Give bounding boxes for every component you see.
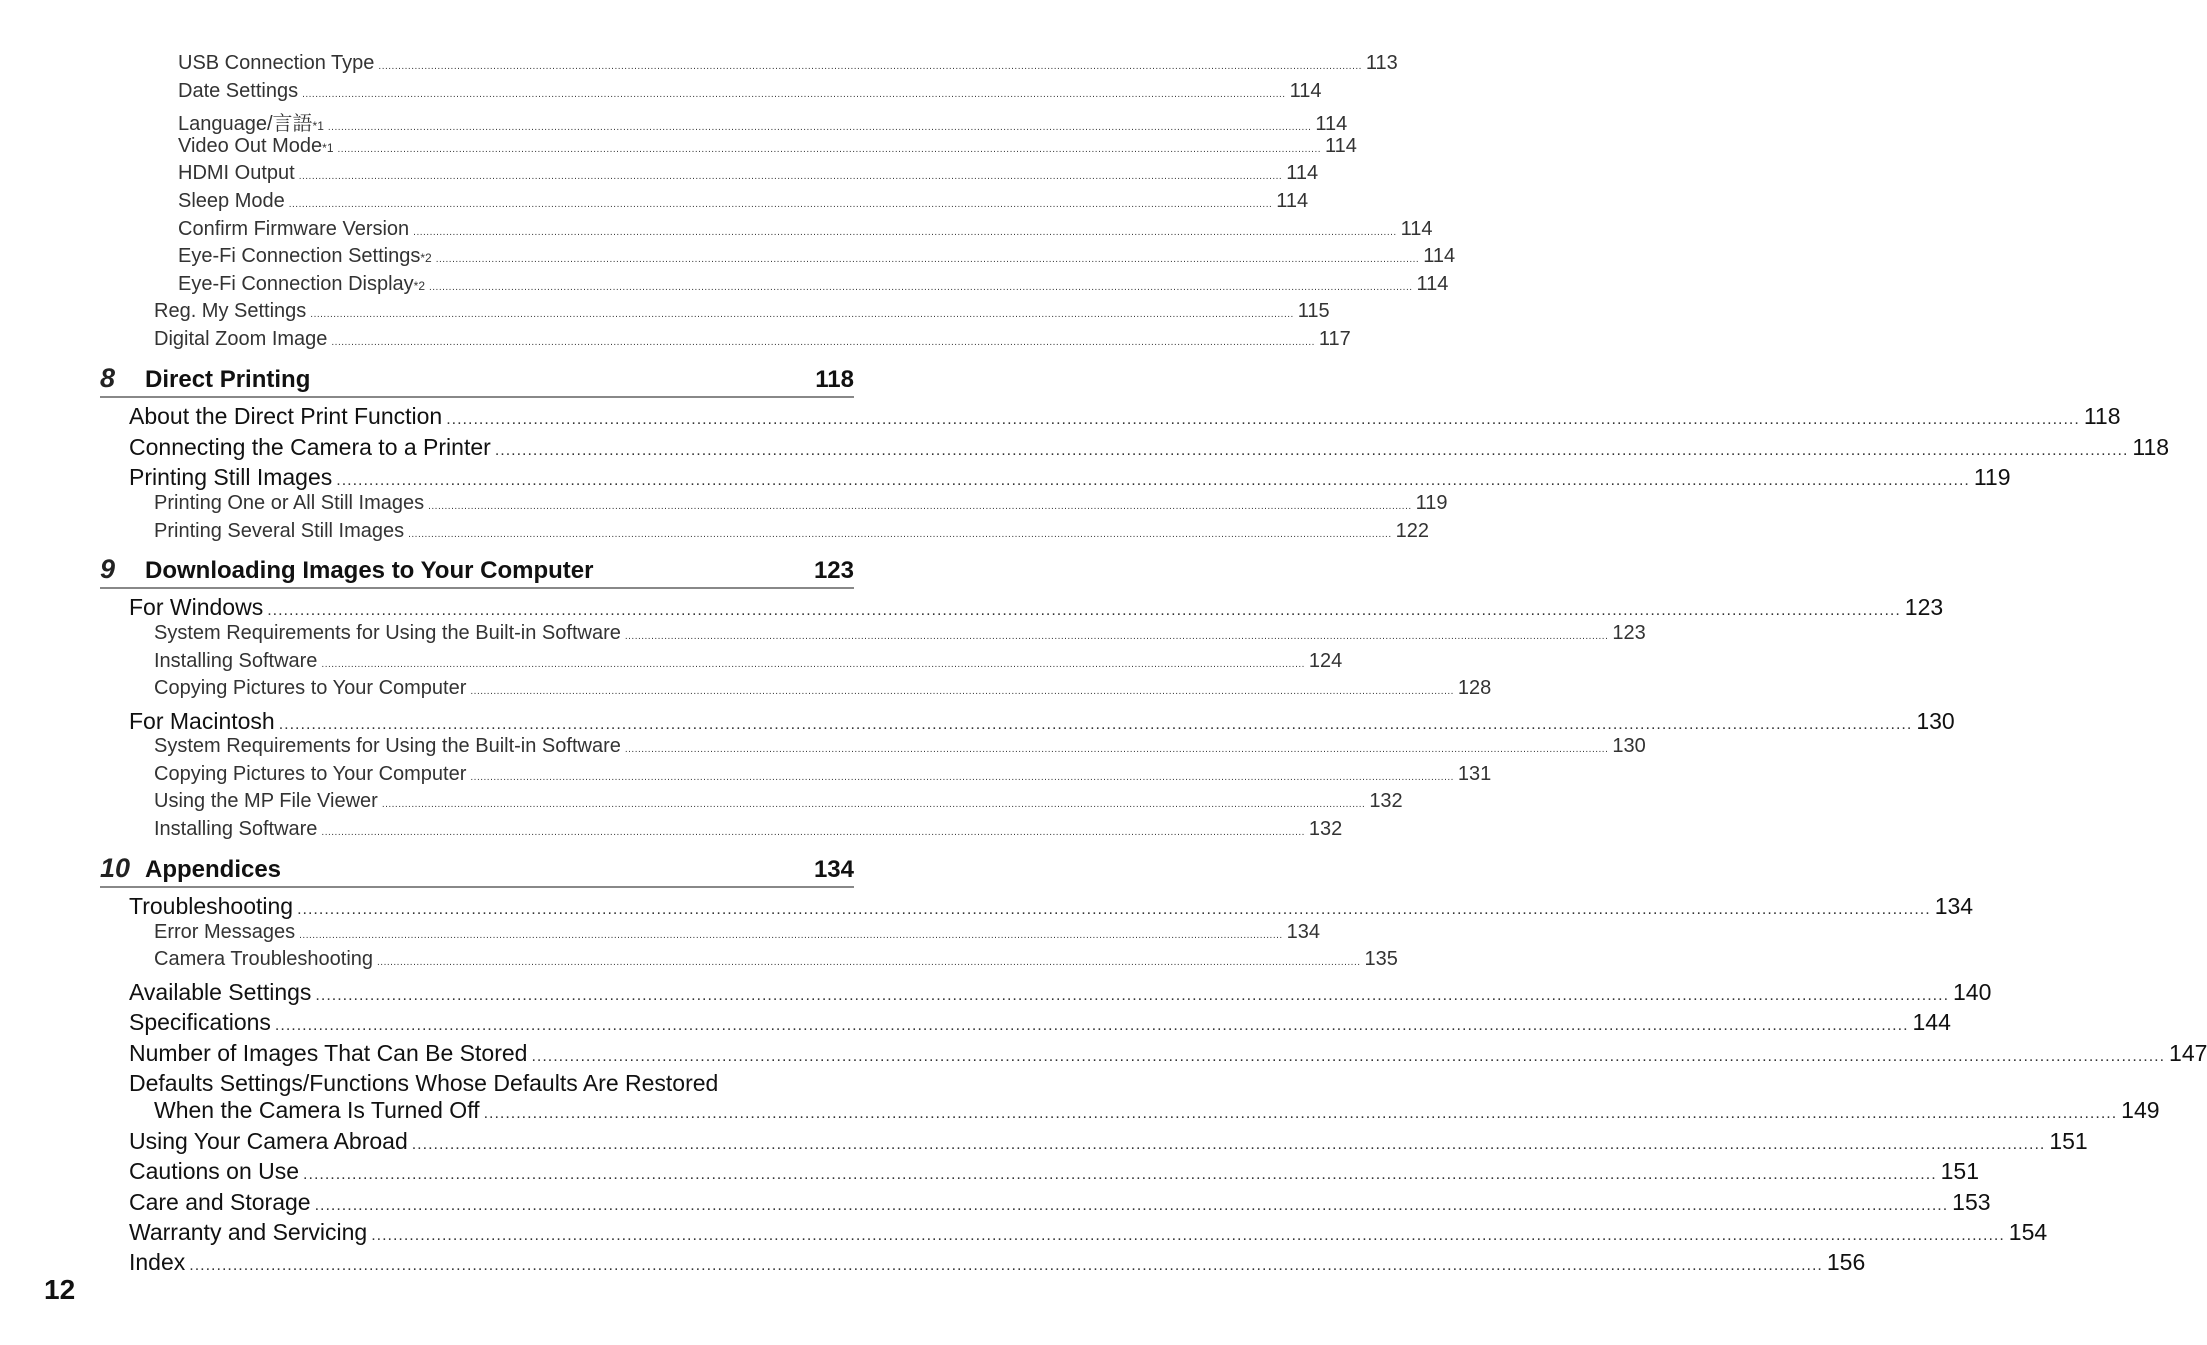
toc-entry[interactable] [154,650,1343,673]
dot-leader: ............................................................................................................................................................................................................................................................................................................ [303,1166,1937,1183]
dot-leader: ............................................................................................................................................................................................................................................................................................................ [302,89,1286,100]
entry-page: 122 [1395,520,1429,542]
chapter-title: Downloading Images to Your Computer [145,557,594,584]
toc-entry[interactable] [129,434,2170,461]
entry-page: 115 [1297,300,1330,322]
toc-entry[interactable] [129,1219,2048,1246]
toc-entry[interactable] [129,1249,1866,1276]
toc-entry[interactable] [129,464,2011,491]
entry-page: 132 [1308,818,1343,840]
entry-label: Number of Images That Can Be Stored [129,1040,528,1066]
entry-label: Camera Troubleshooting [154,948,374,970]
toc-entry[interactable] [154,763,1492,786]
entry-label: Confirm Firmware Version [178,218,410,240]
chapter-number: 8 [100,363,116,393]
dot-leader: ............................................................................................................................................................................................................................................................................................................ [321,659,1305,670]
chapter-number: 10 [100,853,131,883]
dot-leader: ............................................................................................................................................................................................................................................................................................................ [377,957,1361,968]
entry-label: Warranty and Servicing [129,1219,368,1245]
entry-label: Index [129,1249,186,1275]
entry-label: Video Out Mode [178,135,323,157]
entry-page: 130 [1916,708,1955,734]
entry-page: 119 [1973,464,2011,490]
toc-entry[interactable] [129,893,1974,920]
entry-page: 114 [1400,218,1433,240]
entry-page: 131 [1457,763,1492,785]
toc-entry[interactable] [154,622,1646,645]
entry-label: HDMI Output [178,162,295,184]
toc-entry[interactable] [129,1040,2207,1067]
dot-leader: ............................................................................................................................................................................................................................................................................................................ [297,901,1931,918]
entry-label: Language/言語 [178,113,313,135]
toc-entry[interactable] [154,818,1343,841]
entry-page: 114 [1423,245,1456,267]
toc-entry[interactable] [129,1009,1951,1036]
toc-entry[interactable]: Language/言語 *1 ............................................................................................................................................................................................................................................................................................................ 114 [178,107,854,136]
entry-label: Digital Zoom Image [154,328,328,350]
entry-label: Reg. My Settings [154,300,307,322]
chapter-page: 118 [815,366,854,393]
chapter-number: 9 [100,554,116,584]
entry-page: 117 [1318,328,1351,350]
entry-label: System Requirements for Using the Built-in Software [154,622,621,644]
entry-label: Troubleshooting [129,893,294,919]
chapter-page: 134 [813,856,854,883]
entry-label: Installing Software [154,650,318,672]
entry-page: 153 [1952,1189,1991,1215]
entry-label: System Requirements for Using the Built-in Software [154,735,621,757]
chapter-heading[interactable] [100,554,854,589]
entry-label: Printing Still Images [129,464,333,490]
entry-label: USB Connection Type [178,52,375,74]
toc-entry[interactable]: Video Out Mode *1 ............................................................................................................................................................................................................................................................................................................ 114 [178,135,1357,157]
toc-entry[interactable] [178,52,1398,75]
toc-entry[interactable] [129,403,2121,430]
toc-entry[interactable] [178,190,1309,213]
dot-leader: ............................................................................................................................................................................................................................................................................................................ [337,144,1322,155]
entry-label: Eye-Fi Connection Settings [178,245,421,267]
entry-page: 140 [1953,979,1992,1005]
chapter-heading[interactable] [100,363,854,398]
dot-leader: ............................................................................................................................................................................................................................................................................................................ [288,199,1273,210]
entry-page: 113 [1365,52,1398,74]
dot-leader: ............................................................................................................................................................................................................................................................................................................ [327,122,1312,133]
dot-leader: ............................................................................................................................................................................................................................................................................................................ [371,1227,2005,1244]
dot-leader: ............................................................................................................................................................................................................................................................................................................ [470,686,1454,697]
entry-label: Copying Pictures to Your Computer [154,677,467,699]
dot-leader: ............................................................................................................................................................................................................................................................................................................ [331,337,1315,348]
toc-entry[interactable] [178,80,1322,103]
entry-label: Sleep Mode [178,190,285,212]
entry-page: 135 [1364,948,1398,970]
dot-leader: ............................................................................................................................................................................................................................................................................................................ [624,631,1609,642]
entry-label: Connecting the Camera to a Printer [129,434,491,460]
entry-page: 128 [1457,677,1492,699]
dot-leader: ............................................................................................................................................................................................................................................................................................................ [310,309,1294,320]
entry-label: About the Direct Print Function [129,403,443,429]
dot-leader: ............................................................................................................................................................................................................................................................................................................ [267,602,1901,619]
entry-page: 147 [2169,1040,2207,1066]
toc-entry[interactable] [129,1189,1991,1216]
dot-leader: ............................................................................................................................................................................................................................................................................................................ [298,171,1283,182]
entry-page: 132 [1369,790,1403,812]
dot-leader: ............................................................................................................................................................................................................................................................................................................ [411,1136,2046,1153]
dot-leader: ............................................................................................................................................................................................................................................................................................................ [274,1017,1909,1034]
chapter-title: Appendices [145,856,282,883]
toc-entry[interactable] [154,790,1403,813]
toc-entry[interactable]: Eye-Fi Connection Display *2 ............................................................................................................................................................................................................................................................................................................ 114 [178,273,1449,295]
entry-label: Printing One or All Still Images [154,492,425,514]
dot-leader: ............................................................................................................................................................................................................................................................................................................ [189,1257,1823,1274]
dot-leader: ............................................................................................................................................................................................................................................................................................................ [483,1105,2118,1122]
toc-entry[interactable] [129,1128,2088,1155]
dot-leader: ............................................................................................................................................................................................................................................................................................................ [321,827,1305,838]
entry-label: Error Messages [154,921,296,943]
dot-leader: ............................................................................................................................................................................................................................................................................................................ [315,987,1950,1004]
entry-label: Cautions on Use [129,1158,300,1184]
toc-entry[interactable] [154,1097,2160,1124]
toc-entry[interactable] [154,948,1398,971]
entry-label: Specifications [129,1009,271,1035]
toc-entry[interactable] [154,520,1429,543]
toc-entry[interactable] [154,300,1330,323]
toc-entry[interactable] [129,979,1992,1006]
dot-leader: ............................................................................................................................................................................................................................................................................................................ [531,1048,2166,1065]
entry-page: 114 [1315,113,1348,135]
dot-leader: ............................................................................................................................................................................................................................................................................................................ [336,472,1970,489]
entry-page: 114 [1416,273,1449,295]
dot-leader: ............................................................................................................................................................................................................................................................................................................ [494,442,2129,459]
entry-label: Date Settings [178,80,299,102]
entry-page: 114 [1289,80,1322,102]
toc-entry[interactable] [129,1158,1980,1185]
entry-page: 118 [2132,434,2170,460]
entry-page: 130 [1612,735,1646,757]
toc-entry[interactable] [154,735,1646,758]
toc-entry[interactable] [129,708,1955,735]
entry-page: 151 [1940,1158,1980,1184]
entry-page: 154 [2008,1219,2048,1245]
entry-page: 151 [2049,1128,2088,1154]
chapter-title: Direct Printing [145,366,311,393]
toc-entry[interactable] [154,328,1351,351]
dot-leader: ............................................................................................................................................................................................................................................................................................................ [429,282,1413,293]
entry-page: 114 [1325,135,1357,157]
entry-page: 134 [1934,893,1974,919]
page-number: 12 [44,1274,76,1305]
entry-label: When the Camera Is Turned Off [154,1097,480,1123]
entry-page: 123 [1612,622,1646,644]
dot-leader: ............................................................................................................................................................................................................................................................................................................ [408,529,1392,540]
toc-entry[interactable] [178,162,1319,185]
toc-entry[interactable] [129,594,1944,621]
toc-entry[interactable] [154,677,1492,700]
entry-page: 118 [2083,403,2121,429]
entry-page: 144 [1912,1009,1951,1035]
dot-leader: ............................................................................................................................................................................................................................................................................................................ [314,1197,1949,1214]
entry-label: Eye-Fi Connection Display [178,273,414,295]
toc-entry[interactable] [154,921,1321,944]
toc-entry-line-1[interactable]: Defaults Settings/Functions Whose Defaults Are Restored [129,1070,719,1096]
dot-leader: ............................................................................................................................................................................................................................................................................................................ [446,411,2080,428]
entry-label: Available Settings [129,979,312,1005]
entry-page: 114 [1276,190,1309,212]
entry-page: 119 [1415,492,1448,514]
entry-label: For Macintosh [129,708,275,734]
entry-page: 149 [2121,1097,2160,1123]
entry-label: Installing Software [154,818,318,840]
toc-entry[interactable] [154,492,1448,515]
dot-leader: ............................................................................................................................................................................................................................................................................................................ [381,799,1366,810]
dot-leader: ............................................................................................................................................................................................................................................................................................................ [278,716,1913,733]
dot-leader: ............................................................................................................................................................................................................................................................................................................ [470,772,1454,783]
dot-leader: ............................................................................................................................................................................................................................................................................................................ [624,744,1609,755]
entry-label: Copying Pictures to Your Computer [154,763,467,785]
dot-leader: ............................................................................................................................................................................................................................................................................................................ [435,254,1420,265]
chapter-page: 123 [813,557,854,584]
dot-leader: ............................................................................................................................................................................................................................................................................................................ [299,930,1283,941]
entry-label: Using Your Camera Abroad [129,1128,408,1154]
entry-label: Using the MP File Viewer [154,790,378,812]
entry-page: 124 [1308,650,1343,672]
toc-entry[interactable] [178,218,1433,241]
entry-label: For Windows [129,594,264,620]
entry-page: 114 [1286,162,1319,184]
chapter-heading[interactable] [100,853,854,888]
entry-page: 134 [1286,921,1321,943]
entry-page: 156 [1826,1249,1866,1275]
toc-entry[interactable]: Eye-Fi Connection Settings *2 ............................................................................................................................................................................................................................................................................................................ 114 [178,245,1456,267]
dot-leader: ............................................................................................................................................................................................................................................................................................................ [413,227,1397,238]
entry-label: Care and Storage [129,1189,311,1215]
dot-leader: ............................................................................................................................................................................................................................................................................................................ [378,61,1362,72]
dot-leader: ............................................................................................................................................................................................................................................................................................................ [428,501,1412,512]
entry-page: 123 [1904,594,1944,620]
entry-label: Printing Several Still Images [154,520,405,542]
